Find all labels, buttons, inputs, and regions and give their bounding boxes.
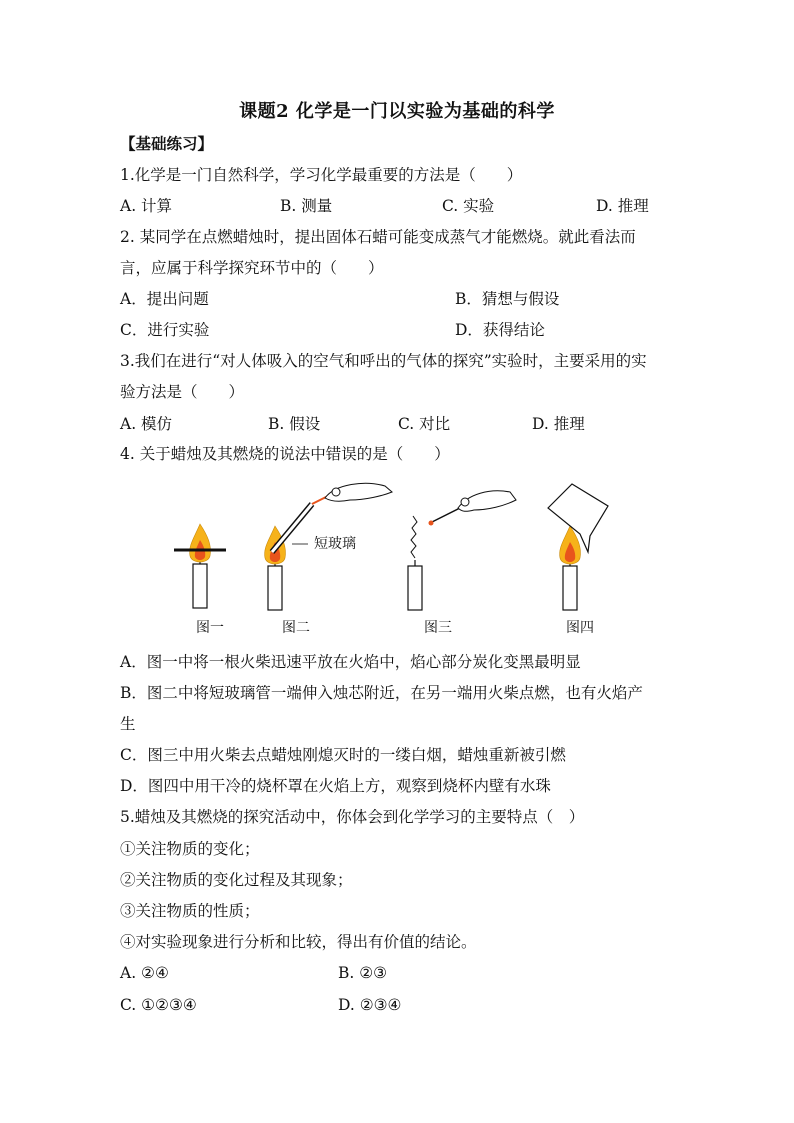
question-4-option-d: D．图四中用干冷的烧杯罩在火焰上方，观察到烧杯内壁有水珠: [120, 777, 551, 795]
page-title: 课题2 化学是一门以实验为基础的科学: [239, 101, 555, 122]
question-1-option-b: B. 测量: [280, 197, 333, 215]
question-5-option-c: C. ①②③④: [120, 996, 197, 1014]
question-5-item-1: ①关注物质的变化；: [120, 840, 260, 858]
figure-4-candle: [548, 484, 608, 610]
question-1-option-d: D. 推理: [596, 197, 649, 215]
question-4-stem: 4. 关于蜡烛及其燃烧的说法中错误的是（ ）: [120, 445, 450, 463]
question-2-stem-line-1: 2. 某同学在点燃蜡烛时，提出固体石蜡可能变成蒸气才能燃烧。就此看法而: [120, 228, 636, 246]
question-5-option-a: A. ②④: [120, 964, 169, 982]
question-1-option-c: C. 实验: [442, 197, 495, 215]
question-4-option-b: B．图二中将短玻璃管一端伸入烛芯附近，在另一端用火柴点燃，也有火焰产: [120, 684, 643, 702]
question-2-option-b: B．猜想与假设: [455, 290, 560, 308]
question-2-option-a: A．提出问题: [120, 290, 209, 308]
question-4-option-c: C．图三中用火柴去点蜡烛刚熄灭时的一缕白烟，蜡烛重新被引燃: [120, 746, 566, 764]
question-5-option-d: D. ②③④: [338, 996, 402, 1014]
question-3-option-b: B. 假设: [268, 415, 321, 433]
figure-4-label: 图四: [566, 620, 594, 636]
figure-3-candle: [408, 491, 516, 610]
question-2-stem-line-2: 言，应属于科学探究环节中的（ ）: [120, 259, 384, 277]
question-5-option-b: B. ②③: [338, 964, 388, 982]
question-3-option-a: A. 模仿: [120, 415, 173, 433]
question-3-stem-line-2: 验方法是（ ）: [120, 383, 245, 401]
question-5-item-2: ②关注物质的变化过程及其现象；: [120, 871, 353, 889]
question-2-option-d: D．获得结论: [455, 321, 545, 339]
figure-3-label: 图三: [424, 620, 452, 636]
question-1-stem: 1.化学是一门自然科学，学习化学最重要的方法是（ ）: [120, 166, 523, 184]
figure-1-label: 图一: [196, 620, 224, 636]
question-1-option-a: A. 计算: [120, 197, 173, 215]
figure-2-glass-label: 短玻璃: [314, 536, 356, 552]
candle-experiment-figure: [160, 478, 620, 618]
question-4-option-b-continued: 生: [120, 715, 136, 733]
figure-1-candle: [174, 524, 226, 608]
question-3-option-d: D. 推理: [532, 415, 585, 433]
section-heading: 【基础练习】: [120, 134, 214, 153]
question-5-item-4: ④对实验现象进行分析和比较，得出有价值的结论。: [120, 933, 477, 951]
question-5-item-3: ③关注物质的性质；: [120, 902, 260, 920]
question-2-option-c: C．进行实验: [120, 321, 210, 339]
question-5-stem: 5.蜡烛及其燃烧的探究活动中，你体会到化学学习的主要特点（ ）: [120, 808, 585, 826]
question-3-option-c: C. 对比: [398, 415, 451, 433]
question-3-stem-line-1: 3.我们在进行“对人体吸入的空气和呼出的气体的探究”实验时，主要采用的实: [120, 352, 647, 370]
question-4-option-a: A．图一中将一根火柴迅速平放在火焰中，焰心部分炭化变黑最明显: [120, 653, 581, 671]
figure-2-label: 图二: [282, 620, 310, 636]
